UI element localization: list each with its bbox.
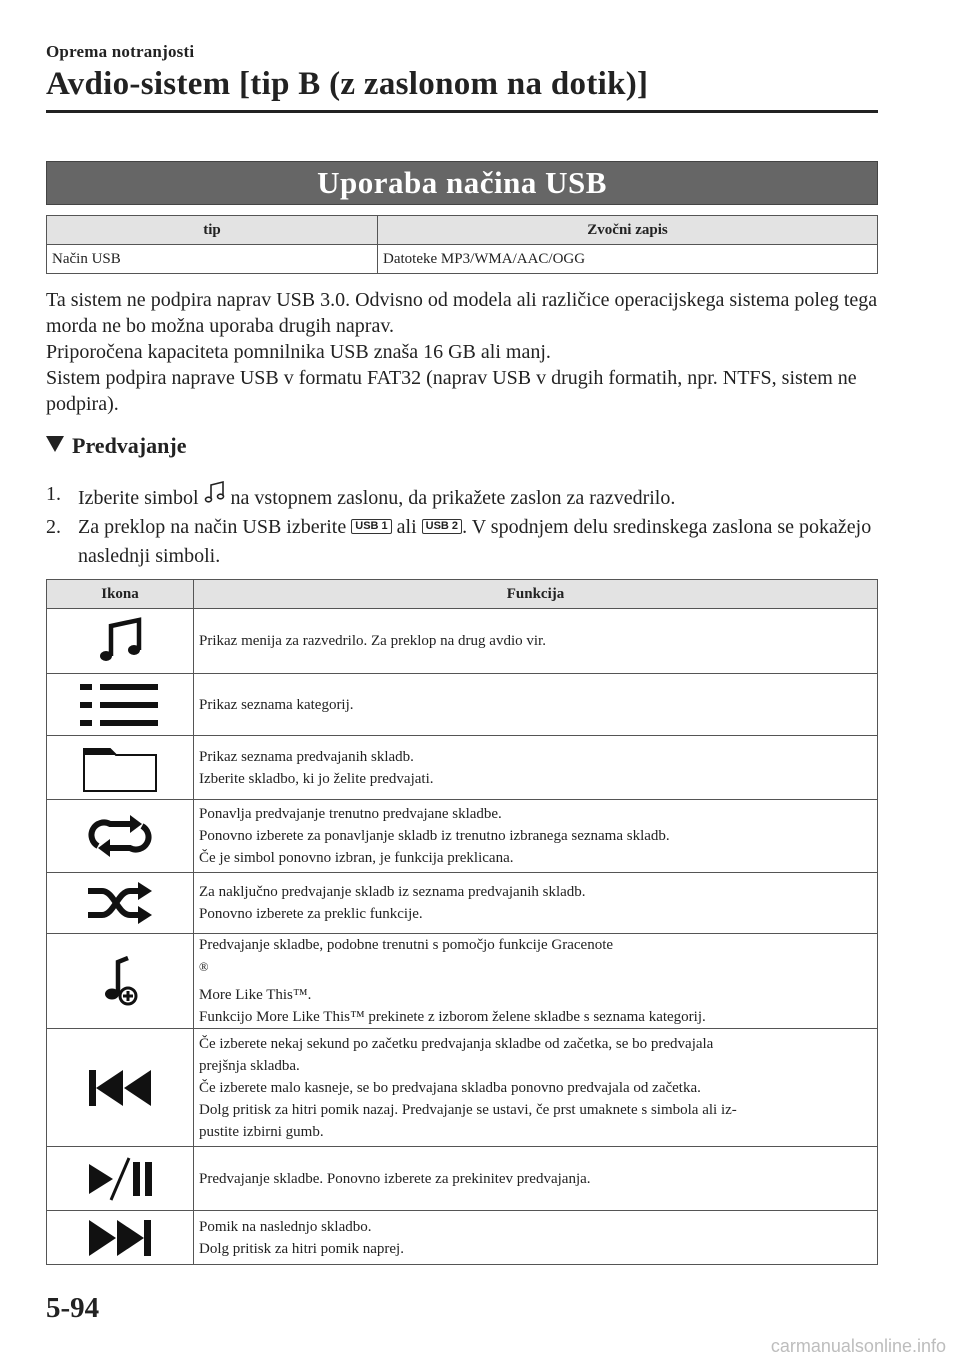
format-table-header: tip <box>47 216 378 245</box>
table-row <box>47 1147 878 1211</box>
paragraph: Ta sistem ne podpira naprav USB 3.0. Odvisno od modela ali različice operacijskega sistema poleg tega morda ne bo možna uporaba drugih naprav. <box>46 289 878 337</box>
step-text-part: Za preklop na način USB izberite <box>78 516 347 538</box>
icon-table-header: Ikona <box>47 580 194 609</box>
function-description <box>194 1211 878 1265</box>
table-row <box>47 873 878 934</box>
usb2-button[interactable]: USB 2 <box>422 519 462 534</box>
description-line: Če izberete nekaj sekund po začetku predvajanja skladbe od začetka, se bo predvajala <box>199 1035 714 1052</box>
function-description <box>194 1029 878 1147</box>
music-note-icon[interactable] <box>95 616 145 666</box>
registered-mark: ® <box>199 960 209 974</box>
table-row <box>47 245 878 274</box>
step-text <box>78 513 878 571</box>
description-line <box>199 934 872 1006</box>
step-number: 2. <box>46 516 61 538</box>
table-row <box>47 736 878 800</box>
table-row <box>47 1029 878 1147</box>
page-header <box>46 42 878 113</box>
function-description <box>194 873 878 934</box>
description-line: Prikaz seznama predvajanih skladb. <box>199 748 414 765</box>
shuffle-icon[interactable] <box>86 881 154 925</box>
function-description <box>194 736 878 800</box>
music-note-plus-icon[interactable] <box>98 956 142 1006</box>
step-text-part: . V spodnjem delu sredinskega zaslona se pokažejo naslednji simboli. <box>78 516 872 567</box>
step-text-part: na vstopnem zaslonu, da prikažete zaslon za razvedrilo. <box>230 487 676 509</box>
next-track-icon[interactable] <box>87 1218 153 1258</box>
function-description <box>194 934 878 1029</box>
page-title: Avdio-sistem [tip B (z zaslonom na dotik)] <box>46 66 649 102</box>
subheading <box>46 433 186 459</box>
description-text: More Like This™. <box>199 987 312 1003</box>
description-line: Ponovno izberete za preklic funkcije. <box>199 906 423 922</box>
description-line: Dolg pritisk za hitri pomik nazaj. Predvajanje se ustavi, če prst umaknete s simbola ali iz- <box>199 1101 737 1118</box>
music-note-icon <box>204 480 226 506</box>
function-description <box>194 674 878 736</box>
description-line: Pomik na naslednjo skladbo. <box>199 1218 372 1235</box>
table-row <box>47 674 878 736</box>
paragraph: Sistem podpira naprave USB v formatu FAT32 (naprav USB v drugih formatih, npr. NTFS, sistem ne podpira). <box>46 367 857 415</box>
description-line: Predvajanje skladbe. Ponovno izberete za prekinitev predvajanja. <box>199 1170 591 1187</box>
section-banner: Uporaba načina USB <box>46 161 878 205</box>
format-table <box>46 215 878 274</box>
step-text <box>78 480 878 513</box>
description-line: Funkcijo More Like This™ prekinete z izborom želene skladbe s seznama kategorij. <box>199 1009 706 1025</box>
icon-table-header: Funkcija <box>194 580 878 609</box>
list-icon[interactable] <box>80 682 160 728</box>
paragraph: Priporočena kapaciteta pomnilnika USB znaša 16 GB ali manj. <box>46 341 551 363</box>
description-line: prejšnja skladba. <box>199 1057 300 1074</box>
description-line: Prikaz menija za razvedrilo. Za preklop na drug avdio vir. <box>199 633 546 649</box>
description-line: Prikaz seznama kategorij. <box>199 696 354 713</box>
step-text-part: Izberite simbol <box>78 487 199 509</box>
table-row <box>47 609 878 674</box>
section-label: Oprema notranjosti <box>46 42 195 61</box>
intro-text <box>46 287 878 417</box>
description-line: Dolg pritisk za hitri pomik naprej. <box>199 1240 404 1257</box>
list-item <box>46 513 878 571</box>
icon-function-table <box>46 579 878 1265</box>
step-text-part: ali <box>396 516 417 538</box>
description-line: Ponavlja predvajanje trenutno predvajane skladbe. <box>199 806 502 822</box>
triangle-bullet-icon <box>46 436 64 452</box>
description-line: Izberite skladbo, ki jo želite predvajati. <box>199 770 434 787</box>
subheading-text: Predvajanje <box>72 433 187 458</box>
description-line: pustite izbirni gumb. <box>199 1123 324 1140</box>
list-item <box>46 480 878 513</box>
watermark: carmanualsonline.info <box>770 1336 946 1356</box>
description-line: Ponovno izberete za ponavljanje skladb iz trenutno izbranega seznama skladb. <box>199 828 670 844</box>
header-rule <box>46 110 878 113</box>
table-row <box>47 934 878 1029</box>
step-number: 1. <box>46 483 61 505</box>
folder-icon[interactable] <box>82 743 158 793</box>
previous-track-icon[interactable] <box>87 1068 153 1108</box>
table-row <box>47 1211 878 1265</box>
table-row <box>47 800 878 873</box>
format-table-cell: Datoteke MP3/WMA/AAC/OGG <box>378 245 878 274</box>
description-line: Če je simbol ponovno izbran, je funkcija preklicana. <box>199 850 514 866</box>
function-description <box>194 800 878 873</box>
steps-list <box>46 480 878 571</box>
play-pause-icon[interactable] <box>85 1156 155 1202</box>
page-number: 5-94 <box>46 1292 100 1324</box>
description-text: Predvajanje skladbe, podobne trenutni s pomočjo funkcije Gracenote <box>199 937 614 953</box>
usb1-button[interactable]: USB 1 <box>351 519 391 534</box>
description-line: Če izberete malo kasneje, se bo predvajana skladba ponovno predvajala od začetka. <box>199 1079 701 1096</box>
repeat-icon[interactable] <box>88 814 152 858</box>
function-description <box>194 1147 878 1211</box>
description-line: Za naključno predvajanje skladb iz seznama predvajanih skladb. <box>199 884 586 900</box>
function-description <box>194 609 878 674</box>
format-table-header: Zvočni zapis <box>378 216 878 245</box>
format-table-cell: Način USB <box>47 245 378 274</box>
